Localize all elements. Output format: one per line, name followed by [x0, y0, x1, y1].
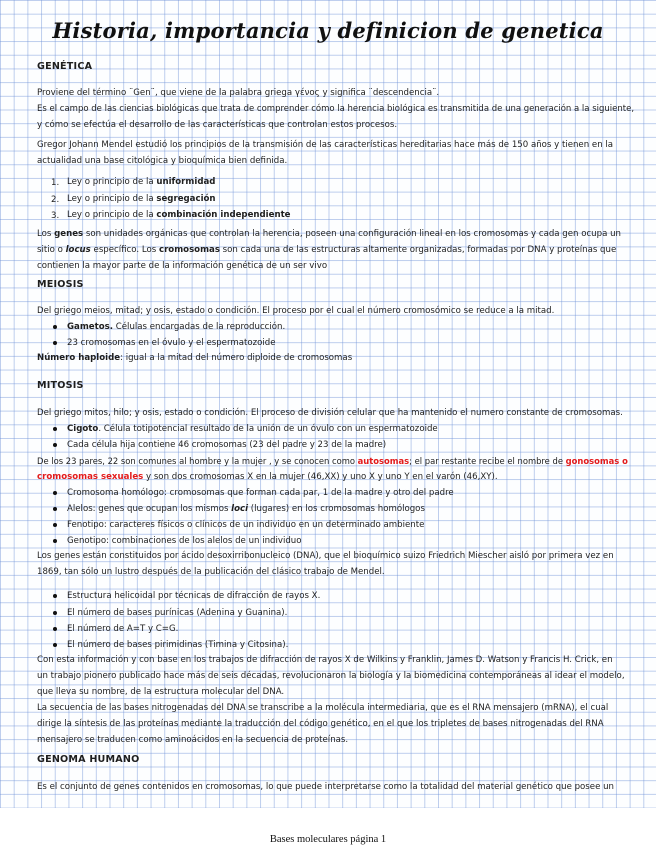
page-footer: Bases moleculares página 1: [269, 834, 387, 845]
paragraph-line: Proviene del término ¨Gen¨, que viene de la palabra griega γένος y significa ¨descendencia¨.: [37, 88, 440, 98]
heading-genoma-humano: GENOMA HUMANO: [37, 754, 140, 765]
paragraph-line: Con esta información y con base en los trabajos de difracción de rayos X de Wilkins y Franklin, James D. Watson y Francis H. Crick, en: [37, 655, 613, 665]
list-number: 3.: [51, 211, 60, 221]
paragraph-line: mensajero se traducen como aminoácidos en la secuencia de proteínas.: [37, 735, 349, 745]
bullet: [53, 491, 57, 495]
bullet: [53, 325, 57, 329]
paragraph-line: Gregor Johann Mendel estudió los principios de la transmisión de las características hereditarias hace más de 150 años y tienen en la: [37, 140, 614, 150]
paragraph-line: Del griego mitos, hilo; y osis, estado o condición. El proceso de división celular que ha mantenido el numero constante de cromosomas.: [37, 408, 623, 418]
heading-meiosis: MEIOSIS: [37, 279, 84, 290]
list-item: Genotipo: combinaciones de los alelos de un individuo: [67, 536, 302, 546]
list-item: Alelos: genes que ocupan los mismos loci (lugares) en los cromosomas homólogos: [67, 504, 425, 514]
bullet: [53, 507, 57, 511]
list-item: Ley o principio de la uniformidad: [67, 177, 216, 187]
list-item: Ley o principio de la combinación independiente: [67, 210, 291, 220]
bullet: [53, 427, 57, 431]
paragraph-line: dirige la síntesis de las proteínas mediante la traducción del código genético, en el que los tripletes de bases nitrogenadas del RNA: [37, 719, 604, 729]
list-item: El número de A=T y C=G.: [67, 624, 179, 634]
list-item: 23 cromosomas en el óvulo y el espermatozoide: [67, 338, 276, 348]
page-title: Historia, importancia y definicion de genetica: [52, 18, 604, 43]
bullet: [53, 523, 57, 527]
paragraph-line: Del griego meios, mitad; y osis, estado o condición. El proceso por el cual el número cromosómico se reduce a la mitad.: [37, 306, 555, 316]
paragraph-line: Los genes son unidades orgánicas que controlan la herencia, poseen una configuración lineal en los cromosomas y cada gen ocupa un: [37, 229, 621, 239]
paragraph-line: cromosomas sexuales y son dos cromosomas X en la mujer (46,XX) y uno X y uno Y en el varón (46,XY).: [37, 472, 498, 482]
bullet: [53, 627, 57, 631]
list-item: Cromosoma homólogo: cromosomas que forman cada par, 1 de la madre y otro del padre: [67, 488, 454, 498]
list-item: Gametos. Células encargadas de la reproducción.: [67, 322, 286, 332]
list-number: 2.: [51, 195, 60, 205]
paragraph-line: Los genes están constituidos por ácido desoxirribonucleico (DNA), que el bioquímico suizo Friedrich Miescher aisló por primera vez en: [37, 551, 614, 561]
list-item: Fenotipo: caracteres físicos o clínicos de un individuo en un determinado ambiente: [67, 520, 425, 530]
bullet: [53, 643, 57, 647]
list-item: El número de bases pirimidinas (Timina y Citosina).: [67, 640, 289, 650]
list-item: El número de bases purínicas (Adenina y Guanina).: [67, 608, 288, 618]
bullet: [53, 539, 57, 543]
bullet: [53, 611, 57, 615]
paragraph-line: 1869, tan sólo un lustro después de la publicación del clásico trabajo de Mendel.: [37, 567, 385, 577]
paragraph-line: De los 23 pares, 22 son comunes al hombre y la mujer , y se conocen como autosomas; el par restante recibe el nombre de gonosomas o: [37, 456, 628, 466]
paragraph-line: contienen la mayor parte de la información genética de un ser vivo: [37, 261, 328, 271]
paragraph-line: y cómo se efectúa el desarrollo de las características que controlan estos procesos.: [37, 120, 398, 130]
heading-genetica: GENÉTICA: [37, 61, 93, 72]
paragraph-line: un trabajo pionero publicado hace más de seis décadas, revolucionaron la biología y la biomedicina contemporáneas al idear el modelo,: [37, 671, 625, 681]
list-number: 1.: [51, 178, 60, 188]
list-item: Ley o principio de la segregación: [67, 194, 216, 204]
bullet: [53, 341, 57, 345]
paragraph-line: actualidad una base citológica y bioquímica bien definida.: [37, 156, 288, 166]
list-item: Cigoto. Célula totipotencial resultado de la unión de un óvulo con un espermatozoide: [67, 424, 438, 434]
paragraph-line: que lleva su nombre, de la estructura molecular del DNA.: [37, 687, 285, 697]
bullet: [53, 594, 57, 598]
paragraph-line: Número haploide: igual a la mitad del número diploide de cromosomas: [37, 353, 353, 363]
list-item: Cada célula hija contiene 46 cromosomas (23 del padre y 23 de la madre): [67, 440, 387, 450]
paragraph-line: Es el campo de las ciencias biológicas que trata de comprender cómo la herencia biológica es transmitida de una generación a la siguiente,: [37, 104, 635, 114]
bullet: [53, 443, 57, 447]
paragraph-line: Es el conjunto de genes contenidos en cromosomas, lo que puede interpretarse como la totalidad del material genético que posee un: [37, 782, 614, 792]
paragraph-line: sitio o locus específico. Los cromosomas son cada una de las estructuras altamente organizadas, formadas por DNA y proteínas que: [37, 245, 617, 255]
heading-mitosis: MITOSIS: [37, 380, 84, 391]
paragraph-line: La secuencia de las bases nitrogenadas del DNA se transcribe a la molécula intermediaria, que es el RNA mensajero (mRNA), el cual: [37, 703, 609, 713]
list-item: Estructura helicoidal por técnicas de difracción de rayos X.: [67, 591, 321, 601]
